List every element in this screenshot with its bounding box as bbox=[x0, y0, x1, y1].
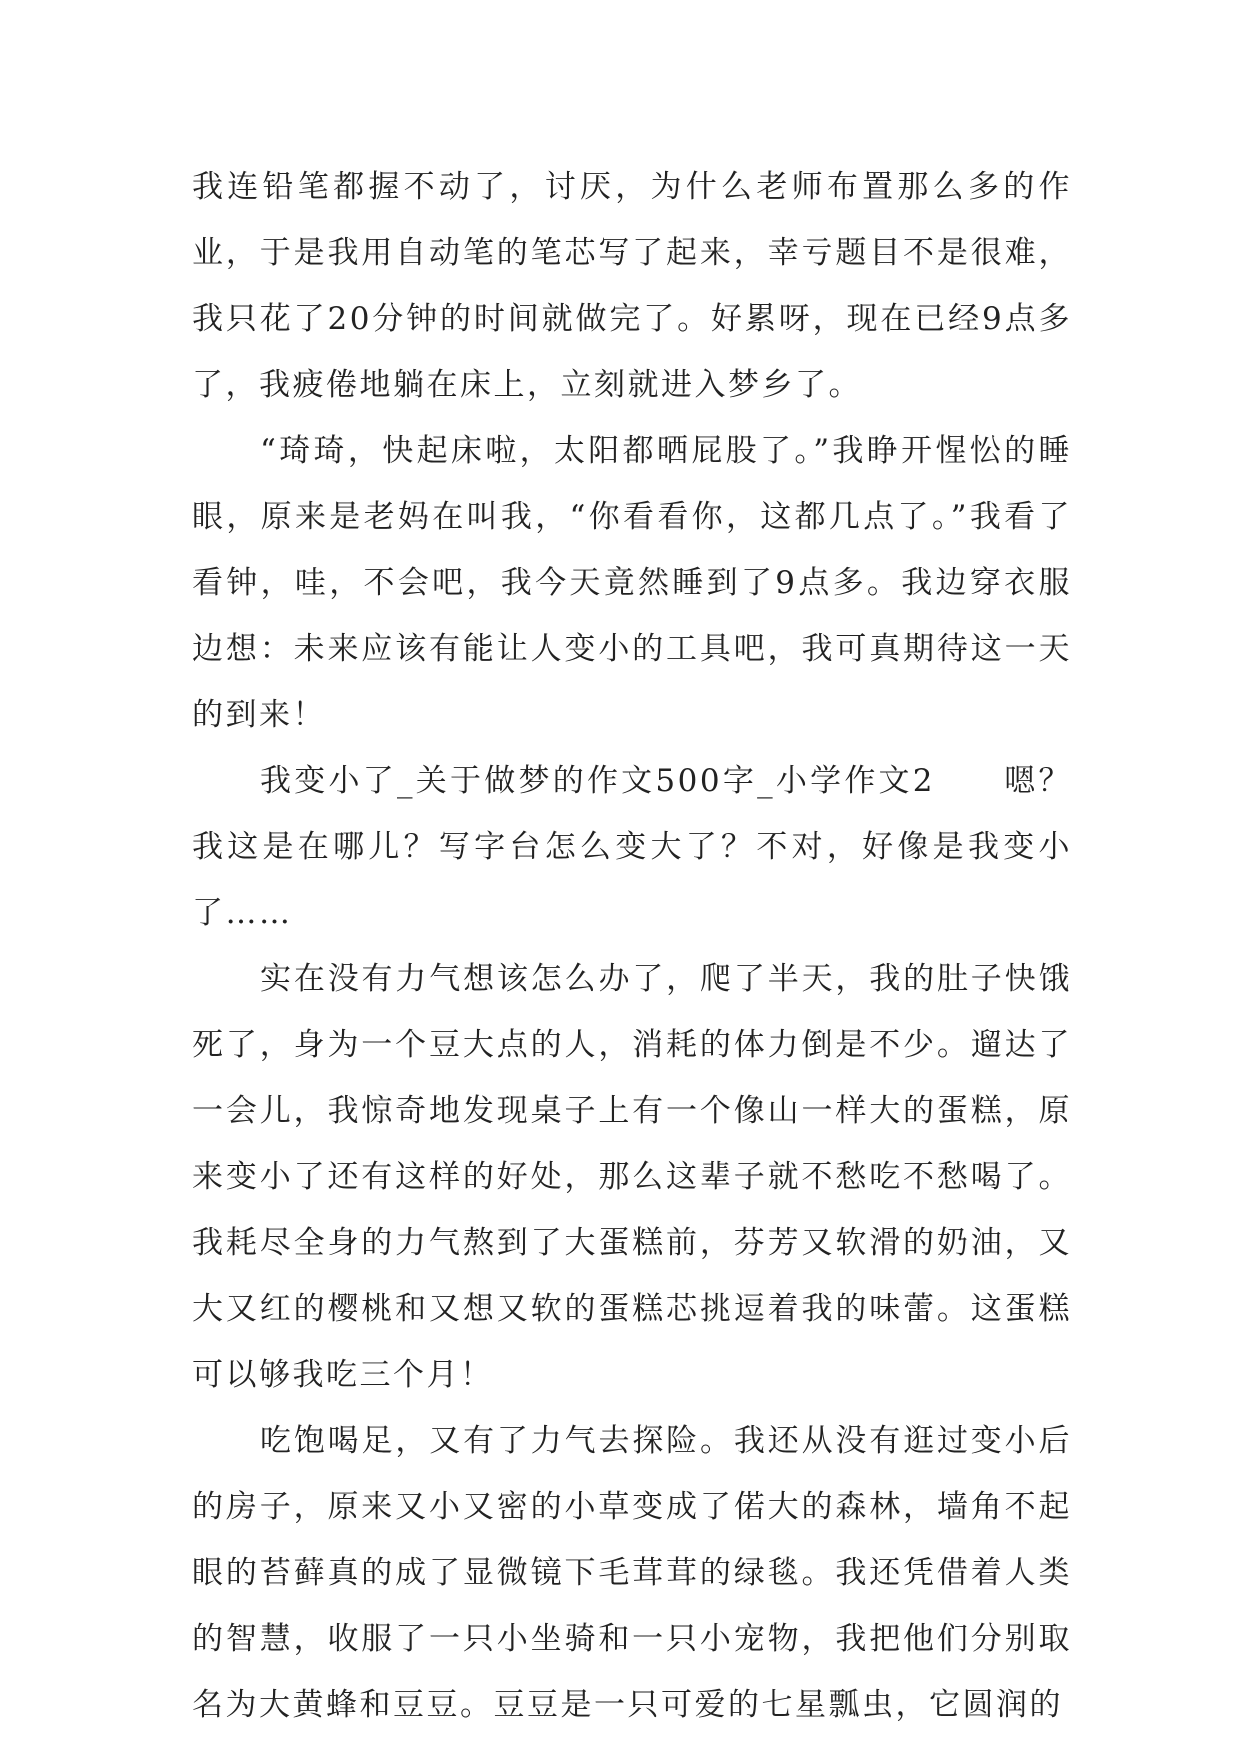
paragraph-4: 实在没有力气想该怎么办了，爬了半天，我的肚子快饿死了，身为一个豆大点的人，消耗的体力倒是不少。遛达了一会儿，我惊奇地发现桌子上有一个像山一样大的蛋糕，原来变小了还有这样的好处，那么这辈子就不愁吃不愁喝了。我耗尽全身的力气熬到了大蛋糕前，芬芳又软滑的奶油，又大又红的樱桃和又想又软的蛋糕芯挑逗着我的味蕾。这蛋糕可以够我吃三个月！ bbox=[192, 961, 1072, 1393]
paragraph-2: “琦琦，快起床啦，太阳都晒屁股了。”我睁开惺忪的睡眼，原来是老妈在叫我，“你看看你，这都几点了。”我看了看钟，哇，不会吧，我今天竟然睡到了9点多。我边穿衣服边想：未来应该有能让人变小的工具吧，我可真期待这一天的到来！ bbox=[192, 433, 1072, 733]
paragraph-5: 吃饱喝足，又有了力气去探险。我还从没有逛过变小后的房子，原来又小又密的小草变成了偌大的森林，墙角不起眼的苔藓真的成了显微镜下毛茸茸的绿毯。我还凭借着人类的智慧，收服了一只小坐骑和一只小宠物，我把他们分别取名为大黄蜂和豆豆。豆豆是一只可爱的七星瓢虫，它圆润的 bbox=[192, 1423, 1072, 1723]
paragraph-1: 我连铅笔都握不动了，讨厌，为什么老师布置那么多的作业，于是我用自动笔的笔芯写了起来，幸亏题目不是很难，我只花了20分钟的时间就做完了。好累呀，现在已经9点多了，我疲倦地躺在床上，立刻就进入梦乡了。 bbox=[192, 169, 1072, 403]
paragraph-3: 我变小了_关于做梦的作文500字_小学作文2 嗯？我这是在哪儿？写字台怎么变大了？不对，好像是我变小了…… bbox=[192, 763, 1072, 931]
body-text bbox=[192, 154, 1072, 1738]
